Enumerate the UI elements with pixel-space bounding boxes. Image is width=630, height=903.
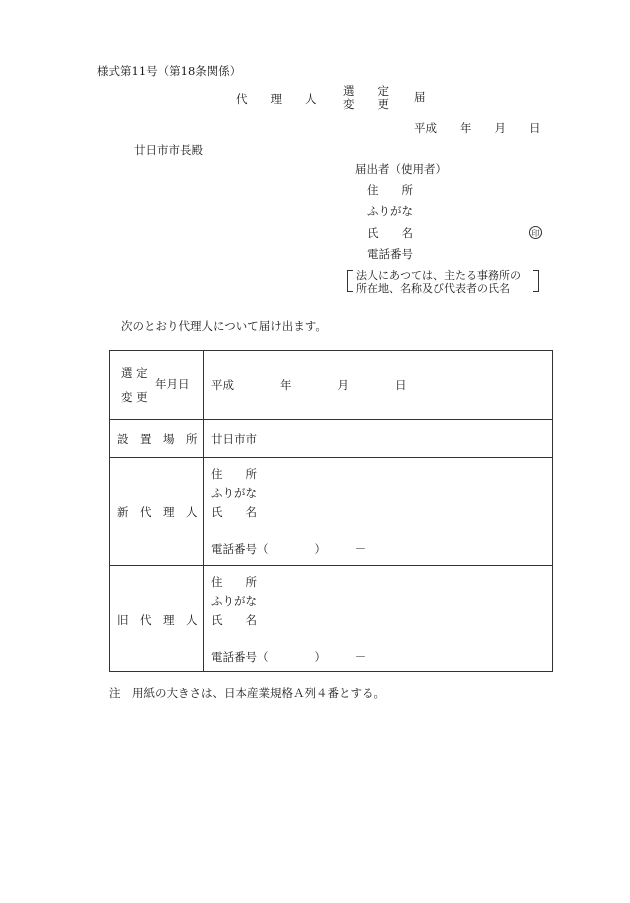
applicant-phone-label: 電話番号 bbox=[367, 247, 413, 261]
row-new-agent-label: 新 代 理 人 bbox=[117, 505, 198, 519]
table-row-divider bbox=[110, 419, 552, 420]
footnote: 注 用紙の大きさは、日本産業規格Ａ列４番とする。 bbox=[109, 686, 385, 700]
addressee: 廿日市市長殿 bbox=[134, 143, 203, 157]
new-agent-furigana-label: ふりがな bbox=[211, 486, 257, 500]
table-column-divider bbox=[203, 351, 204, 671]
intro-text: 次のとおり代理人について届け出ます。 bbox=[121, 319, 327, 333]
title-notice: 届 bbox=[414, 90, 426, 104]
old-agent-name-label: 氏 名 bbox=[211, 613, 257, 627]
corp-note-line2: 所在地、名称及び代表者の氏名 bbox=[356, 282, 510, 295]
seal-mark: 印 bbox=[529, 226, 542, 239]
agent-table bbox=[109, 350, 553, 672]
new-agent-phone: 電話番号（ ） － bbox=[211, 542, 367, 556]
row-date-value: 平成 年 月 日 bbox=[211, 378, 407, 392]
row-date-label-ymd: 年月日 bbox=[155, 377, 190, 391]
applicant-heading: 届出者（使用者） bbox=[355, 162, 447, 176]
corp-note-line1: 法人にあつては、主たる事務所の bbox=[356, 269, 521, 282]
new-agent-address-label: 住 所 bbox=[211, 467, 257, 481]
date-line: 平成 年 月 日 bbox=[414, 121, 541, 135]
table-row-divider bbox=[110, 457, 552, 458]
form-number: 様式第11号（第18条関係） bbox=[97, 64, 242, 78]
old-agent-phone: 電話番号（ ） － bbox=[211, 650, 367, 664]
table-row-divider bbox=[110, 565, 552, 566]
applicant-furigana-label: ふりがな bbox=[367, 204, 413, 218]
title-agent: 代 理 人 bbox=[236, 92, 317, 106]
new-agent-name-label: 氏 名 bbox=[211, 505, 257, 519]
row-old-agent-label: 旧 代 理 人 bbox=[117, 613, 198, 627]
applicant-name-label: 氏 名 bbox=[367, 226, 413, 240]
note-bracket-right bbox=[533, 270, 539, 292]
row-date-label-change: 変 更 bbox=[121, 390, 148, 404]
title-option-change: 変 更 bbox=[343, 97, 389, 111]
title-option-select: 選 定 bbox=[343, 84, 389, 98]
old-agent-furigana-label: ふりがな bbox=[211, 594, 257, 608]
applicant-address-label: 住 所 bbox=[367, 183, 413, 197]
row-date-label-select: 選 定 bbox=[121, 366, 148, 380]
old-agent-address-label: 住 所 bbox=[211, 575, 257, 589]
row-location-value: 廿日市市 bbox=[211, 432, 257, 446]
row-location-label: 設 置 場 所 bbox=[117, 432, 198, 446]
note-bracket-left bbox=[347, 270, 353, 292]
